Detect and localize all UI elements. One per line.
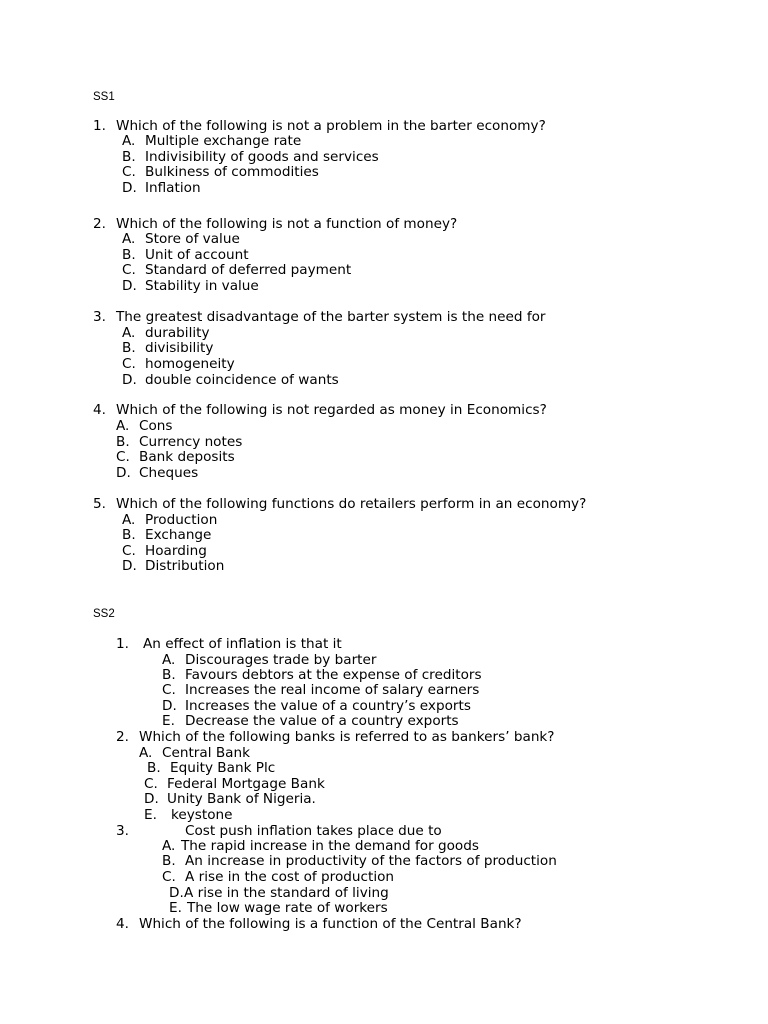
option-text: The rapid increase in the demand for goods [181,838,479,854]
option-letter: B. [122,247,136,263]
option-text: double coincidence of wants [145,372,339,388]
option-letter: D. [122,558,137,574]
option-text: Unit of account [145,247,249,263]
option-letter: D. [162,698,177,714]
question-number: 2. [93,216,106,232]
option-text: Production [145,512,218,528]
question-number: 1. [93,118,106,134]
option-text: Exchange [145,527,212,543]
option-text: Central Bank [162,745,250,761]
option-letter: A. [122,325,136,341]
question-text: The greatest disadvantage of the barter system is the need for [116,309,546,325]
option-letter: E. [169,900,182,916]
option-text: The low wage rate of workers [187,900,388,916]
option-letter: D. [169,885,184,901]
option-letter: A. [122,231,136,247]
option-letter: B. [162,853,176,869]
option-text: Unity Bank of Nigeria. [167,791,316,807]
option-text: keystone [171,807,233,823]
option-letter: C. [116,449,130,465]
option-letter: C. [122,543,136,559]
section-heading-ss1: SS1 [93,91,115,103]
question-text: Which of the following is a function of the Central Bank? [139,916,522,932]
option-letter: D. [122,180,137,196]
option-letter: D. [122,278,137,294]
question-number: 3. [93,309,106,325]
option-letter: D. [122,372,137,388]
option-letter: B. [122,149,136,165]
question-text: An effect of inflation is that it [143,636,342,652]
option-text: An increase in productivity of the factors of production [185,853,557,869]
option-text: Increases the value of a country’s exports [185,698,471,714]
option-letter: C. [144,776,158,792]
question-text: Which of the following is not regarded as money in Economics? [116,402,547,418]
option-text: Distribution [145,558,225,574]
option-letter: A. [162,652,176,668]
option-letter: A. [116,418,130,434]
section-heading-ss2: SS2 [93,608,115,620]
option-letter: A. [122,512,136,528]
option-text: Bank deposits [139,449,235,465]
option-letter: E. [162,713,175,729]
option-letter: B. [116,434,130,450]
option-text: Favours debtors at the expense of creditors [185,667,482,683]
option-letter: A. [162,838,176,854]
option-text: Multiple exchange rate [145,133,302,149]
option-text: Federal Mortgage Bank [167,776,325,792]
option-text: A rise in the standard of living [184,885,389,901]
option-text: divisibility [145,340,214,356]
option-text: Decrease the value of a country exports [185,713,459,729]
question-text: Which of the following banks is referred to as bankers’ bank? [139,729,555,745]
question-number: 2. [116,729,129,745]
option-letter: D. [116,465,131,481]
option-letter: C. [122,262,136,278]
question-text: Which of the following is not a problem in the barter economy? [116,118,546,134]
option-text: Equity Bank Plc [170,760,276,776]
option-text: Currency notes [139,434,243,450]
option-text: homogeneity [145,356,235,372]
option-text: Hoarding [145,543,207,559]
option-letter: B. [122,527,136,543]
option-text: Stability in value [145,278,259,294]
option-text: Store of value [145,231,240,247]
option-text: Cheques [139,465,199,481]
option-letter: C. [162,869,176,885]
option-letter: A. [122,133,136,149]
question-text: Which of the following functions do retailers perform in an economy? [116,496,587,512]
option-letter: B. [162,667,176,683]
option-text: Standard of deferred payment [145,262,352,278]
question-number: 5. [93,496,106,512]
question-text: Cost push inflation takes place due to [185,823,442,839]
option-letter: C. [162,682,176,698]
option-letter: D. [144,791,159,807]
question-text: Which of the following is not a function of money? [116,216,458,232]
option-letter: C. [122,164,136,180]
option-text: Increases the real income of salary earners [185,682,480,698]
option-text: Inflation [145,180,201,196]
option-text: durability [145,325,210,341]
option-letter: E. [144,807,157,823]
option-letter: B. [147,760,161,776]
option-text: A rise in the cost of production [185,869,395,885]
option-text: Indivisibility of goods and services [145,149,379,165]
question-number: 1. [116,636,129,652]
question-number: 3. [116,823,129,839]
option-text: Cons [139,418,173,434]
option-letter: C. [122,356,136,372]
option-letter: A. [139,745,153,761]
option-text: Bulkiness of commodities [145,164,319,180]
question-number: 4. [116,916,129,932]
option-text: Discourages trade by barter [185,652,377,668]
option-letter: B. [122,340,136,356]
question-number: 4. [93,402,106,418]
